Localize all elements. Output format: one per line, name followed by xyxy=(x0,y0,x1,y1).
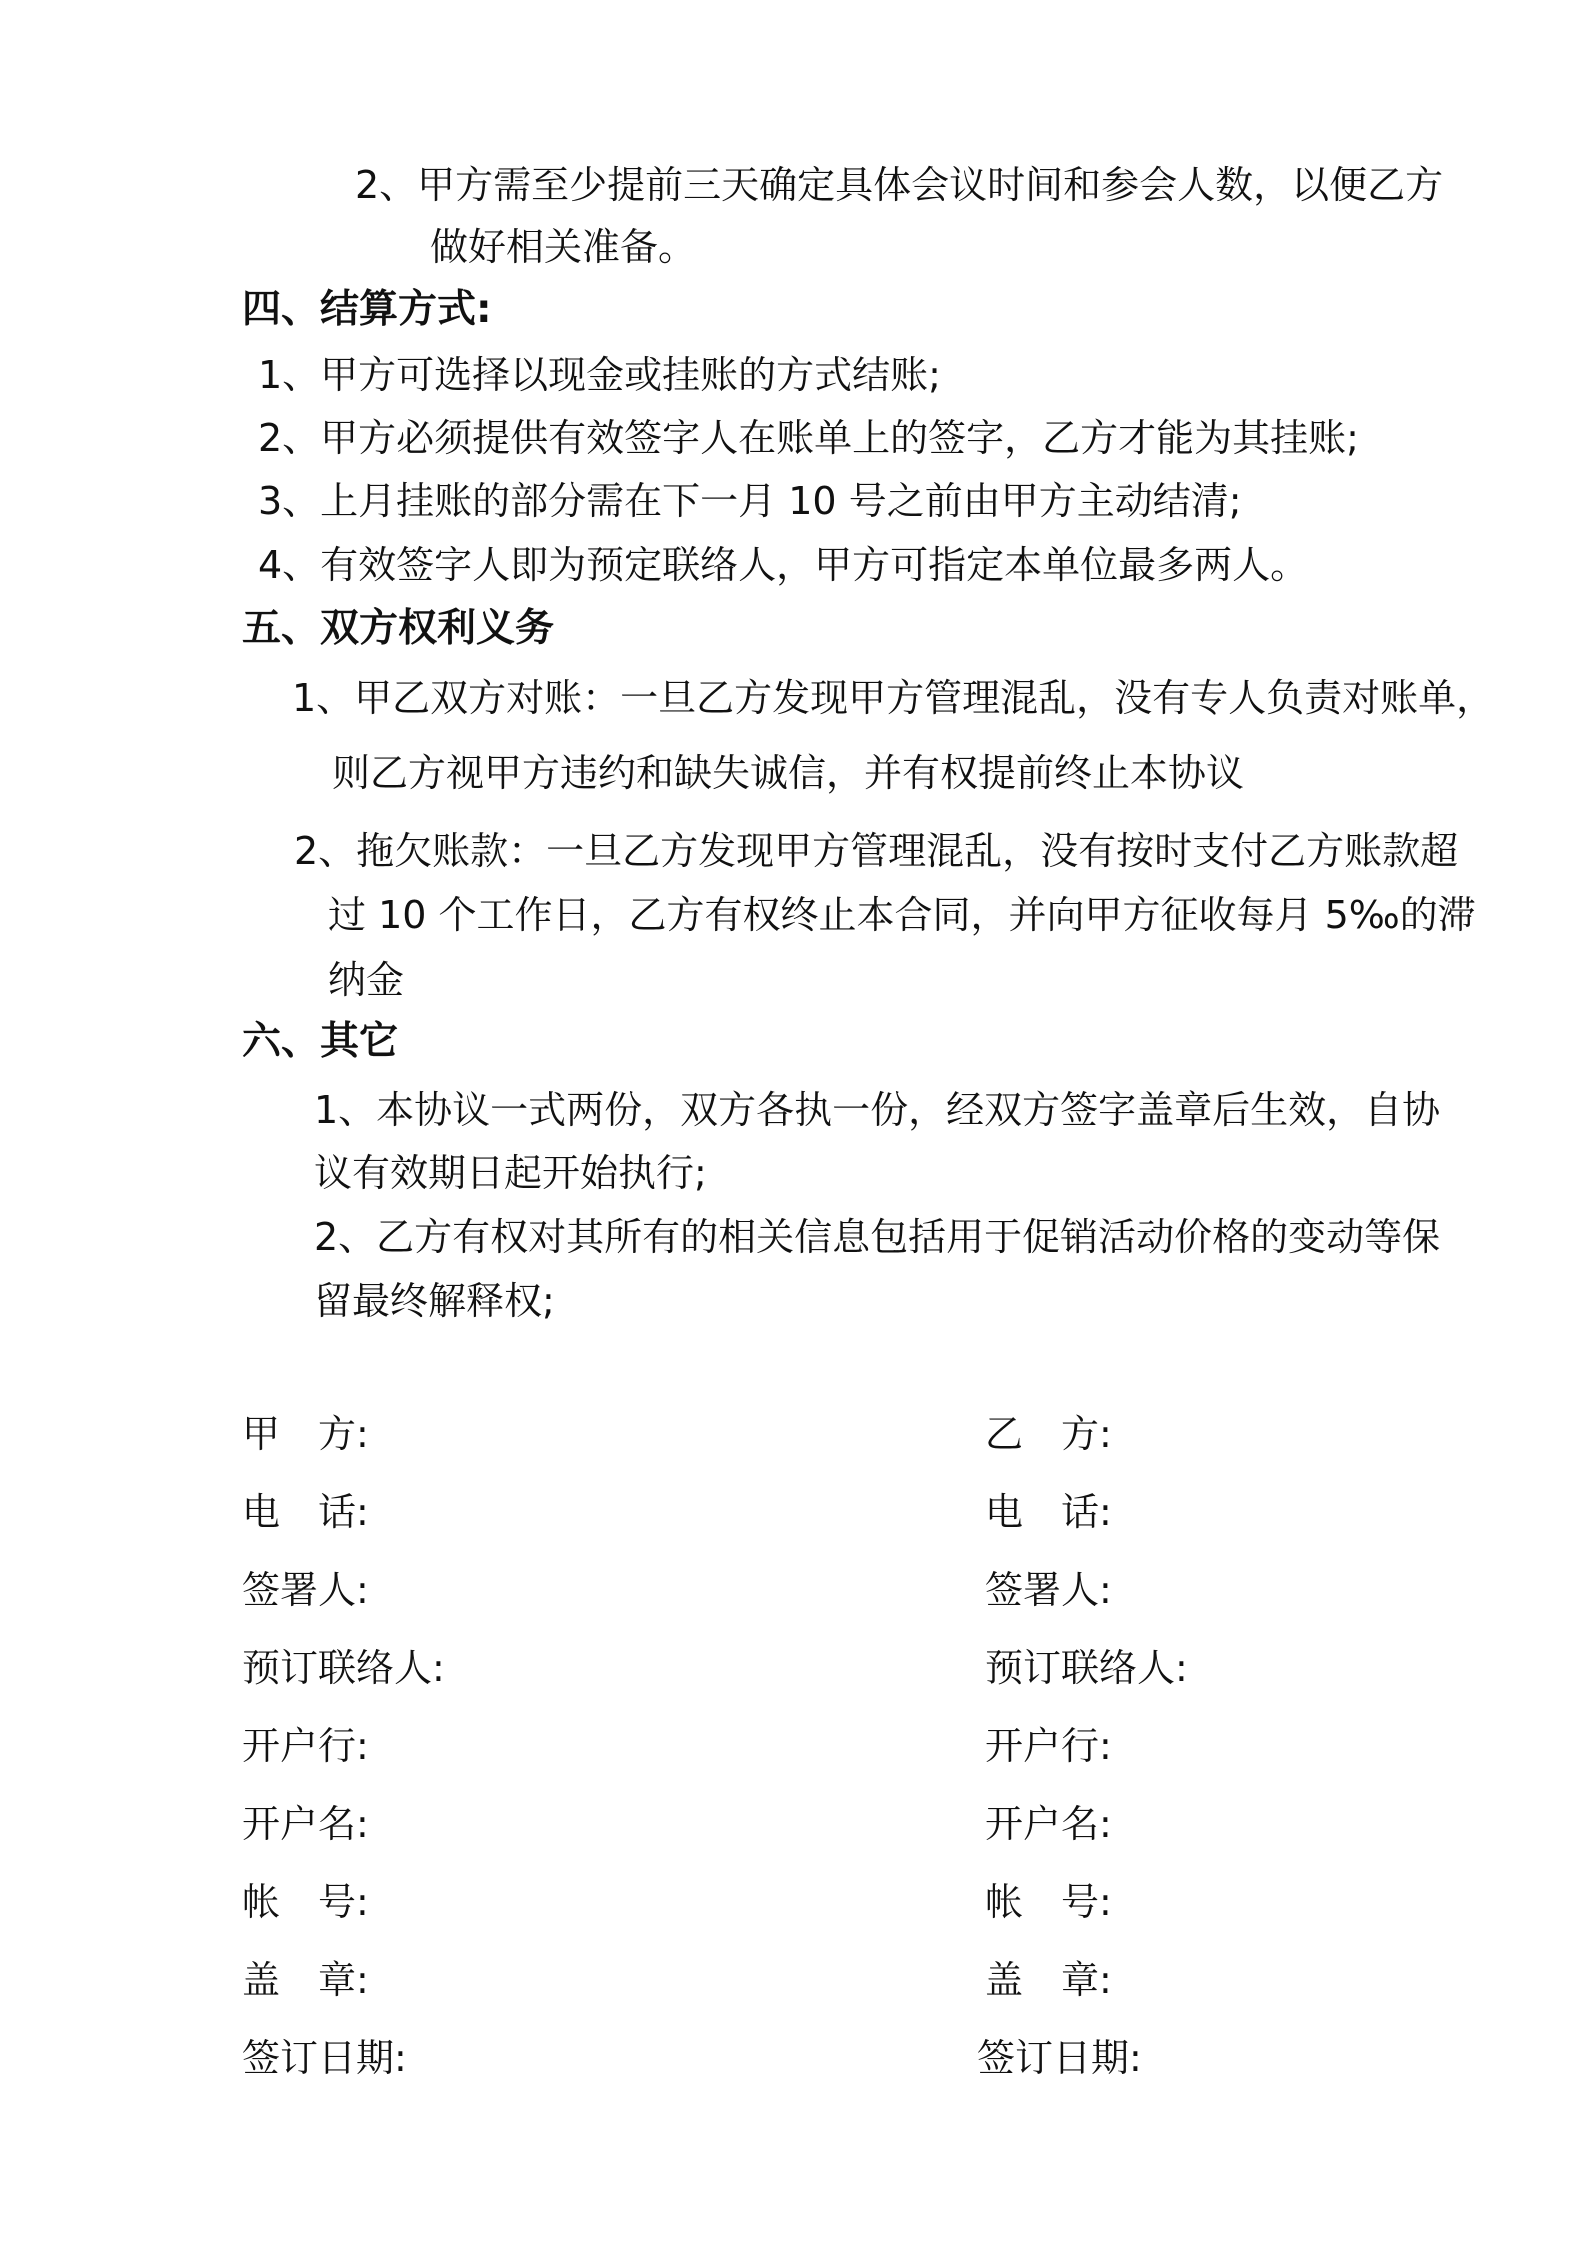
party-a-label: 甲 方: xyxy=(242,1412,369,1456)
party-b-account-name-label: 开户名: xyxy=(985,1802,1112,1846)
party-b-label: 乙 方: xyxy=(985,1412,1112,1456)
party-b-bank-label: 开户行: xyxy=(985,1724,1112,1768)
party-b-signatory-label: 签署人: xyxy=(985,1568,1112,1612)
section5-item1-line1: 1、甲乙双方对账：一旦乙方发现甲方管理混乱，没有专人负责对账单， xyxy=(292,676,1495,720)
section5-item1-line2: 则乙方视甲方违约和缺失诚信，并有权提前终止本协议 xyxy=(332,751,1245,795)
section5-item2-line3: 纳金 xyxy=(328,958,405,1002)
section5-heading: 五、双方权利义务 xyxy=(242,606,555,651)
party-b-account-number-label: 帐 号: xyxy=(985,1880,1112,1924)
section4-item-4: 4、有效签字人即为预定联络人，甲方可指定本单位最多两人。 xyxy=(258,543,1309,587)
section6-item1-line2: 议有效期日起开始执行; xyxy=(314,1151,707,1195)
party-a-phone-label: 电 话: xyxy=(242,1490,369,1534)
section4-heading: 四、结算方式: xyxy=(242,287,492,332)
party-a-bank-label: 开户行: xyxy=(242,1724,369,1768)
section4-item-1: 1、甲方可选择以现金或挂账的方式结账; xyxy=(258,353,941,397)
section6-item2-line2: 留最终解释权; xyxy=(314,1279,555,1323)
party-b-date-label: 签订日期: xyxy=(977,2036,1142,2080)
section3-item2-line1: 2、甲方需至少提前三天确定具体会议时间和参会人数，以便乙方 xyxy=(355,163,1444,207)
party-b-seal-label: 盖 章: xyxy=(985,1958,1112,2002)
party-b-contact-label: 预订联络人: xyxy=(985,1646,1188,1690)
party-b-phone-label: 电 话: xyxy=(985,1490,1112,1534)
section4-item-2: 2、甲方必须提供有效签字人在账单上的签字，乙方才能为其挂账; xyxy=(258,416,1359,460)
section6-heading: 六、其它 xyxy=(242,1019,399,1064)
section6-item2-line1: 2、乙方有权对其所有的相关信息包括用于促销活动价格的变动等保 xyxy=(314,1215,1441,1259)
party-a-date-label: 签订日期: xyxy=(242,2036,407,2080)
party-a-account-name-label: 开户名: xyxy=(242,1802,369,1846)
section4-item-3: 3、上月挂账的部分需在下一月 10 号之前由甲方主动结清; xyxy=(258,479,1242,523)
section5-item2-line2: 过 10 个工作日，乙方有权终止本合同，并向甲方征收每月 5‰的滞 xyxy=(328,893,1476,937)
section3-item2-line2: 做好相关准备。 xyxy=(430,225,697,269)
party-a-seal-label: 盖 章: xyxy=(242,1958,369,2002)
party-a-contact-label: 预订联络人: xyxy=(242,1646,445,1690)
party-a-account-number-label: 帐 号: xyxy=(242,1880,369,1924)
party-a-signatory-label: 签署人: xyxy=(242,1568,369,1612)
section5-item2-line1: 2、拖欠账款：一旦乙方发现甲方管理混乱，没有按时支付乙方账款超 xyxy=(294,829,1459,873)
section6-item1-line1: 1、本协议一式两份，双方各执一份，经双方签字盖章后生效，自协 xyxy=(314,1088,1441,1132)
